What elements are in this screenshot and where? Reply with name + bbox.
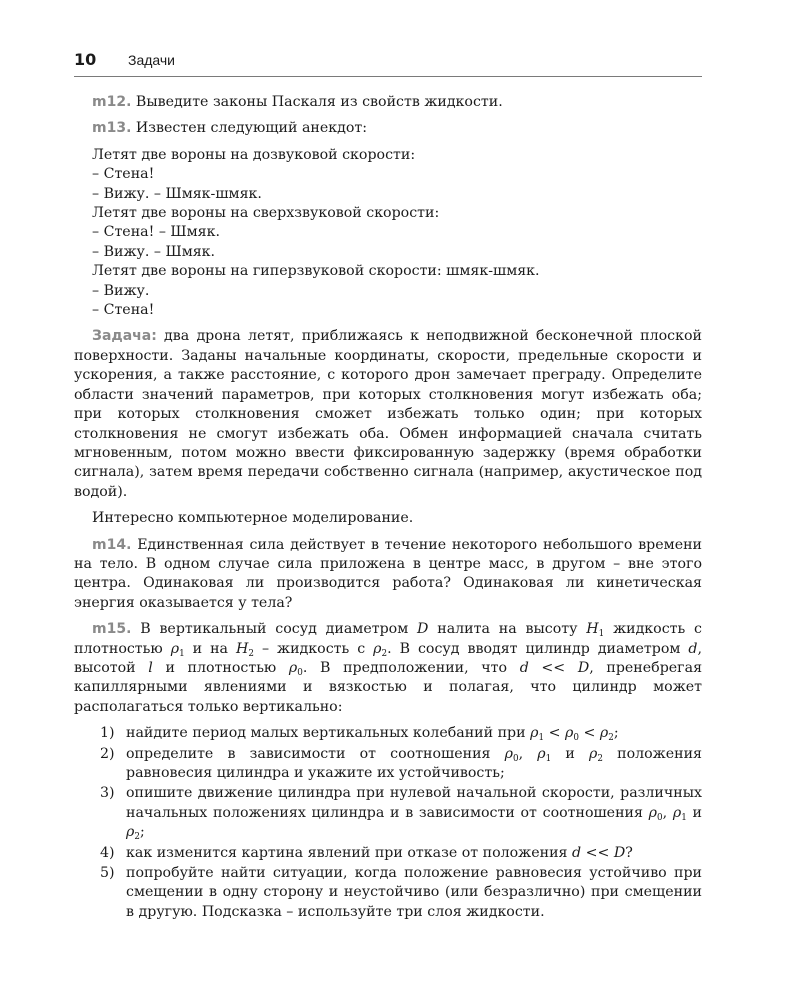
math-symbol: D [577, 659, 590, 676]
text-run: , высотой [74, 640, 702, 676]
task-text: два дрона летят, приближаясь к неподвижной бесконечной плоской поверхности. Заданы начальные координаты, скорости, предельные скорости и ускорения, а также расстояние, с которого дрон замечает преграду. Определите области значений параметров, при которых столкновения могут избежать оба; при которых столкновения сможет избежать только один; при которых столкновения не смогут избежать оба. Обмен информацией сначала считать мгновенным, потом можно ввести фиксированную задержку (время обработки сигнала), затем время передачи собственно сигнала (например, акустическое под водой). [74, 328, 702, 500]
text-run: ; [139, 824, 145, 841]
list-item [74, 864, 702, 922]
text-run: , [662, 804, 673, 821]
math-symbol: ρ [672, 804, 682, 821]
text-run: определите в зависимости от соотношения [126, 745, 505, 762]
text-run: – жидкость с [253, 640, 374, 657]
var-rho0: ρ [288, 659, 298, 676]
task-tag: Задача: [92, 328, 157, 345]
problem-tag: m13. [92, 120, 132, 137]
text-run: попробуйте найти ситуации, когда положение равновесия устойчиво при смещении в одну сторону и неустойчиво (или безразлично) при смещении в другую. Подсказка – используйте три слоя жидкости. [126, 865, 702, 920]
text-run: как изменится картина явлений при отказе от положения [126, 844, 572, 861]
text-run: жидкость с плотностью [74, 621, 702, 657]
math-subscript: 2 [381, 648, 388, 659]
math-subscript: 0 [297, 668, 303, 679]
text-run: , [518, 745, 538, 762]
text-run: ? [625, 844, 633, 861]
text-run: . В предположении, что [302, 659, 520, 676]
math-subscript: 1 [538, 733, 545, 744]
math-symbol: D [613, 844, 626, 861]
list-item [74, 724, 702, 743]
var-D: D [417, 621, 429, 638]
math-symbol: d [519, 659, 529, 676]
problem-m13 [74, 119, 702, 138]
anecdote-line: Летят две вороны на гиперзвуковой скорости: шмяк-шмяк. [92, 263, 540, 280]
math-subscript: 0 [573, 733, 579, 744]
list-item [74, 745, 702, 784]
anecdote-line: – Вижу. [92, 282, 150, 299]
anecdote-line: – Стена! [92, 302, 155, 319]
math-subscript: 0 [657, 812, 663, 823]
math-subscript: 0 [513, 753, 519, 764]
item-number: 5) [100, 865, 115, 882]
math-symbol: ρ [564, 725, 574, 742]
text-run: << [528, 659, 578, 676]
anecdote-line: Летят две вороны на дозвуковой скорости: [92, 146, 416, 163]
task-paragraph [74, 327, 702, 502]
problem-tag: m14. [92, 536, 132, 553]
text-run: < [544, 725, 565, 742]
math-subscript: 1 [179, 648, 185, 659]
var-rho2: ρ [373, 640, 382, 657]
m15-subtasks [74, 724, 702, 922]
list-item [74, 844, 702, 863]
problem-text: Выведите законы Паскаля из свойств жидкости. [131, 94, 503, 110]
running-head: Задачи [128, 52, 176, 68]
var-H1: H [586, 621, 599, 638]
text-run: налита на высоту [428, 621, 587, 638]
text-run: найдите период малых вертикальных колебаний при [126, 725, 531, 742]
var-H2: H [236, 640, 249, 657]
page-body [74, 93, 702, 923]
list-item [74, 784, 702, 842]
item-number: 3) [100, 785, 115, 802]
text-run: . В сосуд вводят цилиндр диаметром [387, 640, 689, 657]
math-subscript: 2 [597, 753, 603, 764]
problem-tag: m12. [92, 94, 132, 110]
math-subscript: 2 [248, 648, 254, 659]
text-run: и [686, 804, 702, 821]
problem-m15 [74, 620, 702, 717]
math-subscript: 2 [608, 733, 614, 744]
anecdote-line: – Вижу. – Шмяк. [92, 243, 216, 260]
math-symbol: ρ [599, 725, 609, 742]
page-number: 10 [74, 50, 97, 69]
item-number: 4) [100, 844, 115, 861]
anecdote-line: – Стена! – Шмяк. [92, 224, 220, 241]
problem-text: Известен следующий анекдот: [131, 120, 368, 137]
anecdote-line: Летят две вороны на сверхзвуковой скорости: [92, 205, 440, 222]
math-symbol: ρ [504, 745, 514, 762]
problem-m12 [74, 93, 702, 112]
math-subscript: 2 [134, 832, 140, 843]
math-symbol: ρ [126, 824, 135, 841]
item-number: 2) [100, 745, 115, 762]
text-run: и плотностью [152, 659, 289, 676]
anecdote-line: – Стена! [92, 166, 155, 183]
text-run: , пренебрегая капиллярными явлениями и вязкостью и полагая, что цилиндр может располагаться только вертикально: [74, 659, 703, 715]
var-d: d [688, 640, 698, 657]
math-subscript: 1 [598, 629, 605, 640]
page-header [74, 50, 702, 77]
anecdote-line: – Вижу. – Шмяк-шмяк. [92, 185, 262, 202]
math-symbol: ρ [530, 725, 539, 742]
text-run: ; [613, 725, 619, 742]
text-run: опишите движение цилиндра при нулевой начальной скорости, различных начальных положениях цилиндра и в зависимости от соотношения [126, 785, 702, 821]
problem-m14 [74, 536, 702, 614]
math-symbol: ρ [648, 804, 658, 821]
math-symbol: ρ [537, 745, 546, 762]
math-symbol: ρ [589, 745, 598, 762]
math-subscript: 1 [545, 753, 552, 764]
var-l: l [148, 659, 153, 676]
var-rho1: ρ [170, 640, 180, 657]
text-run: положения равновесия цилиндра и укажите их устойчивость; [126, 745, 702, 781]
anecdote [92, 146, 702, 321]
text-run: << [581, 844, 614, 861]
item-number: 1) [100, 725, 115, 742]
text-run: и на [184, 640, 236, 657]
text-run: В вертикальный сосуд диаметром [131, 621, 418, 638]
text-run: < [578, 725, 600, 742]
math-subscript: 1 [681, 812, 687, 823]
math-symbol: d [572, 844, 582, 861]
text-run: и [551, 745, 590, 762]
problem-tag: m15. [92, 621, 132, 638]
task-note: Интересно компьютерное моделирование. [92, 510, 414, 527]
problem-text: Единственная сила действует в течение некоторого небольшого времени на тело. В одном случае сила приложена в центре масс, в другом – вне этого центра. Одинаковая ли производится работа? Одинаковая ли кинетическая энергия оказывается у тела? [74, 536, 702, 611]
